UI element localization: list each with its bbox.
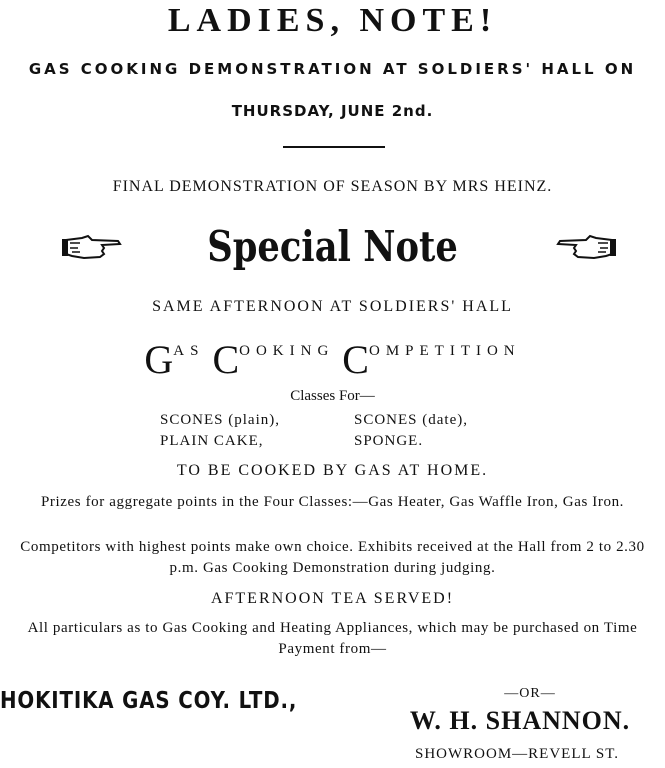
cooked-by-gas-line: TO BE COOKED BY GAS AT HOME. <box>176 462 489 479</box>
company-name: HOKITIKA GAS COY. LTD., <box>0 688 298 714</box>
class-scones-date: SCONES (date), <box>354 412 468 428</box>
classes-heading: Classes For— <box>290 388 375 404</box>
class-scones-plain: SCONES (plain), <box>160 412 280 428</box>
classes-list <box>160 410 540 452</box>
competition-initial-1: G <box>144 337 174 382</box>
competition-word-2: OOKING <box>239 343 335 359</box>
prizes-paragraph: Prizes for aggregate points in the Four Classes:—Gas Heater, Gas Waffle Iron, Gas Iron. <box>40 494 625 510</box>
competition-title <box>0 337 665 382</box>
divider <box>283 146 385 148</box>
shannon-name: W. H. SHANNON. <box>409 706 631 735</box>
final-demonstration-line: FINAL DEMONSTRATION OF SEASON BY MRS HEINZ. <box>112 178 553 195</box>
headline: LADIES, NOTE! <box>167 2 498 39</box>
subheadline: GAS COOKING DEMONSTRATION AT SOLDIERS' HALL ON <box>28 60 637 78</box>
competition-initial-2: C <box>212 337 240 382</box>
date-line: THURSDAY, JUNE 2nd. <box>231 102 434 120</box>
pointing-hand-left-icon <box>556 232 616 262</box>
or-separator: —OR— <box>504 686 556 701</box>
competition-initial-3: C <box>342 337 369 382</box>
class-sponge: SPONGE. <box>354 433 424 449</box>
class-plain-cake: PLAIN CAKE, <box>160 433 264 449</box>
competition-word-3: OMPETITION <box>368 343 521 359</box>
showroom-address: SHOWROOM—REVELL ST. <box>415 746 619 762</box>
special-note-row <box>0 222 665 278</box>
same-afternoon-line: SAME AFTERNOON AT SOLDIERS' HALL <box>152 298 513 315</box>
afternoon-tea-line: AFTERNOON TEA SERVED! <box>210 590 455 607</box>
particulars-paragraph: All particulars as to Gas Cooking and Heating Appliances, which may be purchased on Time Payment from— <box>27 620 638 657</box>
competitors-paragraph: Competitors with highest points make own choice. Exhibits received at the Hall from 2 to 2.30 p.m. Gas Cooking Demonstration during judging. <box>20 539 645 576</box>
competition-word-1: AS <box>173 343 205 359</box>
special-note-title: Special Note <box>207 222 458 271</box>
